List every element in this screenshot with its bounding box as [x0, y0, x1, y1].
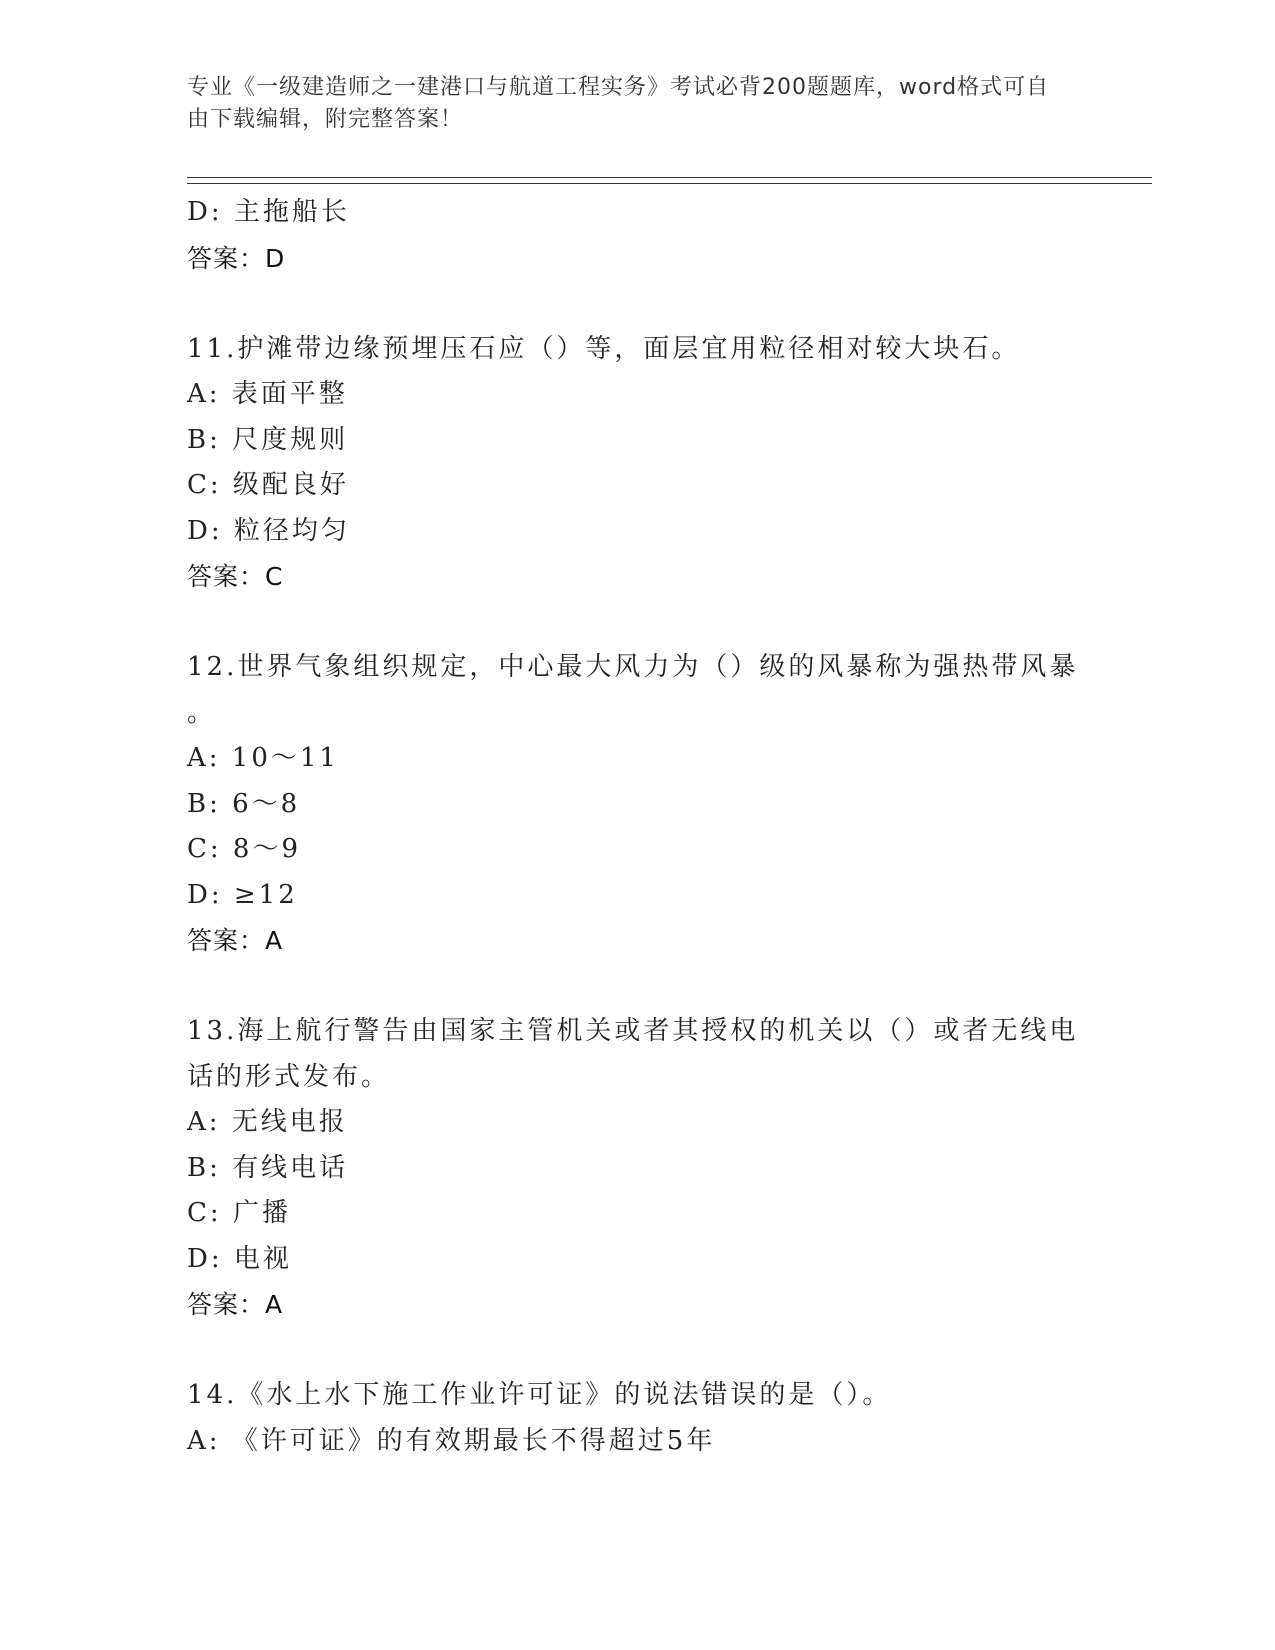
option-a: A: 无线电报 — [187, 1107, 348, 1137]
option-d: D: 粒径均匀 — [187, 515, 350, 546]
prev-question-answer: 答案：D — [187, 243, 286, 273]
question-text: 12.世界气象组织规定，中心最大风力为（）级的风暴称为强热带风暴 — [187, 652, 1079, 682]
option-c: C: 8～9 — [187, 834, 302, 864]
option-d: D: 电视 — [187, 1243, 292, 1274]
header-divider-top — [187, 177, 1152, 178]
question-12 — [187, 645, 1077, 964]
question-13 — [187, 1009, 1077, 1328]
option-a: A: 《许可证》的有效期最长不得超过5年 — [187, 1425, 716, 1456]
question-14 — [187, 1373, 1077, 1464]
question-text: 14.《水上水下施工作业许可证》的说法错误的是（）。 — [187, 1380, 892, 1410]
spacer — [187, 600, 1077, 646]
spacer — [187, 1328, 1077, 1374]
option-a: A: 10～11 — [187, 743, 339, 773]
option-c: C: 级配良好 — [187, 470, 349, 500]
question-text-continued: 。 — [187, 697, 217, 728]
question-text: 11.护滩带边缘预埋压石应（）等，面层宜用粒径相对较大块石。 — [187, 333, 1021, 364]
option-b: B: 尺度规则 — [187, 424, 349, 455]
option-c: C: 广播 — [187, 1198, 291, 1228]
option-b: B: 6～8 — [187, 788, 301, 819]
spacer — [187, 964, 1077, 1010]
spacer — [187, 281, 1077, 327]
document-header: 专业《一级建造师之一建港口与航道工程实务》考试必背200题题库，word格式可自由下载编辑，附完整答案！ — [187, 75, 1050, 132]
answer: 答案：A — [187, 926, 284, 955]
question-list — [187, 190, 1077, 1464]
question-text-continued: 话的形式发布。 — [187, 1061, 391, 1092]
header-divider-bottom — [187, 183, 1152, 184]
prev-question-option-d: D: 主拖船长 — [187, 197, 350, 227]
option-b: B: 有线电话 — [187, 1152, 349, 1183]
answer: 答案：A — [187, 1290, 284, 1319]
question-11 — [187, 327, 1077, 600]
question-text: 13.海上航行警告由国家主管机关或者其授权的机关以（）或者无线电 — [187, 1016, 1079, 1046]
answer: 答案：C — [187, 562, 284, 591]
option-a: A: 表面平整 — [187, 379, 348, 409]
option-d: D: ≥12 — [187, 879, 298, 910]
